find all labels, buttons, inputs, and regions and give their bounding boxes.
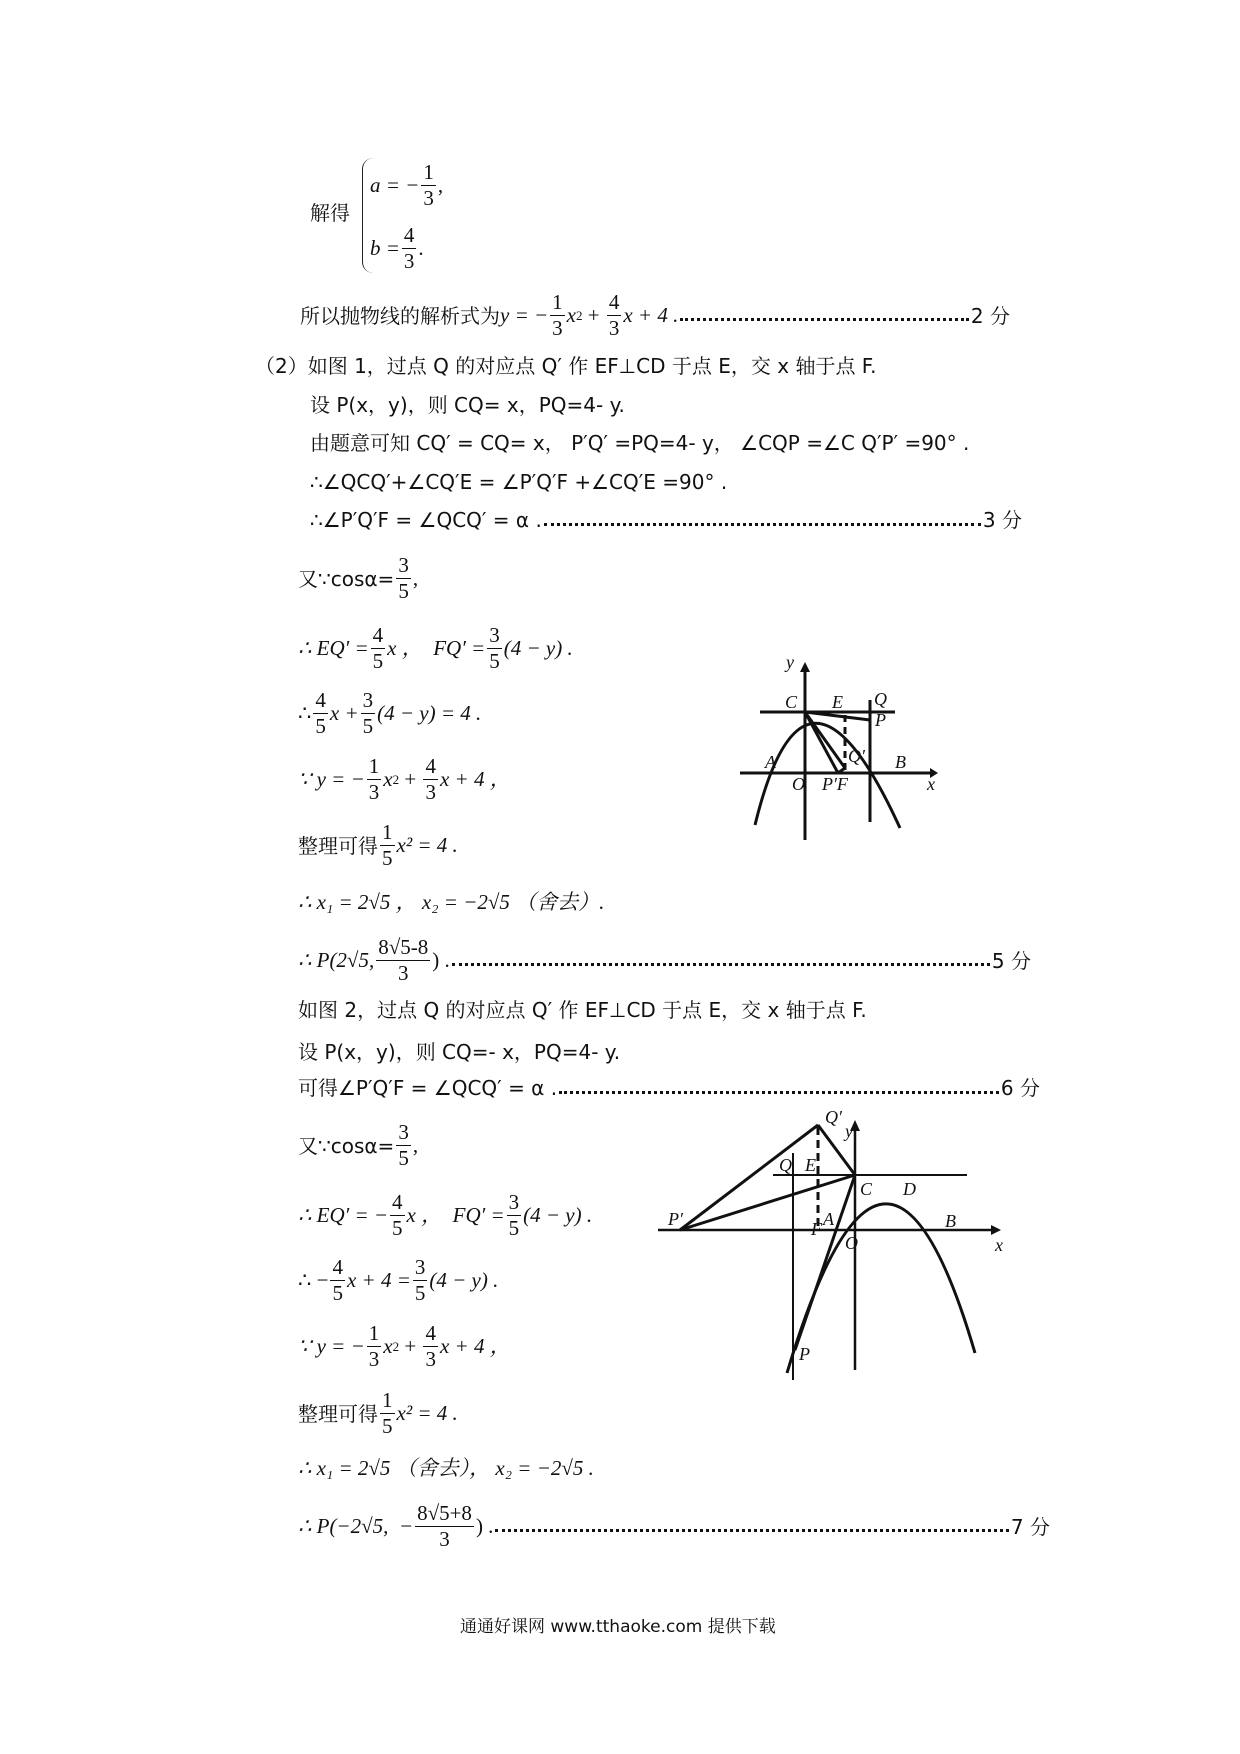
p-fraction xyxy=(376,937,430,984)
parab-prefix: ∵ y = − xyxy=(298,767,365,791)
parab-d1: 3 xyxy=(368,1347,380,1371)
cos-den: 5 xyxy=(398,579,409,603)
sum-frac2 xyxy=(413,1257,428,1304)
fq-fraction xyxy=(487,625,502,672)
eq-num: 4 xyxy=(392,1190,403,1214)
label-y: y xyxy=(845,1121,853,1141)
footer-text: 通通好课网 www.tthaoke.com 提供下载 xyxy=(460,1617,776,1637)
score-5: 5 分 xyxy=(991,948,1031,973)
eq-fraction xyxy=(390,1192,405,1239)
label-a: A xyxy=(823,1209,834,1229)
parab-x: x xyxy=(383,1334,393,1358)
roots-text: ∴ x₁ = 2√5 （舍去）， x₂ = −2√5 . xyxy=(298,1456,594,1480)
fq-num: 3 xyxy=(489,623,500,647)
label-f: F xyxy=(811,1219,822,1239)
fig1-intro-text: （2）如图 1，过点 Q 的对应点 Q′ 作 EF⊥CD 于点 E，交 x 轴于点 F. xyxy=(255,354,877,378)
simp-frac xyxy=(380,1390,395,1437)
fig1-eq-fq xyxy=(298,625,573,672)
fig2-set-p-text: 设 P(x，y)，则 CQ=- x，PQ=4- y. xyxy=(298,1040,621,1064)
a-solution xyxy=(370,162,443,209)
segment-pc xyxy=(795,1175,855,1350)
parab-frac2 xyxy=(423,1323,438,1370)
fq-den: 5 xyxy=(508,1216,520,1240)
sum-d2: 5 xyxy=(362,714,374,738)
p-num: 8√5-8 xyxy=(378,935,429,959)
fig2-intro xyxy=(298,1000,867,1020)
eq-prefix: ∴ EQ′ = − xyxy=(298,1203,389,1227)
eq-mid: x ， FQ′ = xyxy=(406,1203,505,1227)
sum-prefix: ∴ xyxy=(298,701,312,725)
label-e: E xyxy=(832,692,843,712)
b-den: 3 xyxy=(403,249,415,273)
leader-dots xyxy=(544,523,981,526)
fig2-sum xyxy=(298,1257,498,1304)
square: 2 xyxy=(576,308,583,323)
parabola-conclusion xyxy=(300,292,1010,339)
parab-prefix: ∵ y = − xyxy=(298,1334,365,1358)
sum-prefix: ∴ − xyxy=(298,1268,329,1292)
label-q-prime: Q′ xyxy=(848,746,865,766)
leader-dots xyxy=(452,963,990,966)
parab-frac1 xyxy=(367,1323,382,1370)
label-c: C xyxy=(785,692,798,712)
parab-d1: 3 xyxy=(368,780,380,804)
score-7: 7 分 xyxy=(1010,1514,1050,1539)
parab-n2: 4 xyxy=(425,754,436,778)
simp-num: 1 xyxy=(382,1388,393,1412)
fq-tail: (4 − y) . xyxy=(523,1203,593,1227)
p-fraction xyxy=(415,1503,474,1550)
label-p-prime: P′ xyxy=(668,1209,683,1229)
fig2-set-p xyxy=(298,1042,620,1062)
parab-frac2 xyxy=(423,756,438,803)
coef1-den: 3 xyxy=(552,316,563,340)
cos-fraction xyxy=(396,1122,411,1169)
coef1-num: 1 xyxy=(552,290,563,314)
fq-num: 3 xyxy=(508,1190,520,1214)
fig1-set-p-text: 设 P(x，y)，则 CQ= x，PQ=4- y. xyxy=(310,393,625,417)
label-p: P xyxy=(875,710,886,730)
simp-den: 5 xyxy=(382,1414,393,1438)
solve-label-text: 解得 xyxy=(310,201,350,225)
simp-num: 1 xyxy=(382,820,393,844)
y-axis-arrow xyxy=(800,662,810,672)
label-x: x xyxy=(927,774,935,794)
a-eq: a = − xyxy=(370,173,420,197)
fig2-angle-eq xyxy=(298,1078,1040,1098)
eq-prefix: ∴ EQ′ = xyxy=(298,636,369,660)
b-fraction xyxy=(402,225,417,272)
fig1-cos xyxy=(298,555,418,602)
sum-frac1 xyxy=(313,690,328,737)
parab-sq: 2 xyxy=(392,772,400,787)
fig2-eq-fq xyxy=(298,1192,592,1239)
coef2-den: 3 xyxy=(608,316,620,340)
simplify-prefix: 整理可得 xyxy=(298,833,378,858)
p-tail: ) . xyxy=(432,948,450,972)
parab-tail: x + 4 ， xyxy=(439,1334,511,1358)
fig2-angle-eq-text: 可得∠P′Q′F = ∠QCQ′ = α . xyxy=(298,1076,558,1100)
segment-p-prime-q-prime xyxy=(680,1125,818,1230)
figure-2 xyxy=(655,1105,1005,1390)
x-var: x xyxy=(566,303,576,327)
roots-text: ∴ x₁ = 2√5 ， x₂ = −2√5 （舍去）. xyxy=(298,890,605,914)
label-b: B xyxy=(895,752,906,772)
fig1-known-text: 由题意可知 CQ′ = CQ= x， P′Q′ =PQ=4- y， ∠CQP =∠C Q′P′ =90° . xyxy=(310,431,970,455)
fig1-set-p xyxy=(310,395,625,415)
cos-den: 5 xyxy=(398,1146,409,1170)
cos-fraction xyxy=(396,555,411,602)
plus: + xyxy=(582,303,605,327)
sum-d1: 5 xyxy=(332,1281,343,1305)
tail: x + 4 . xyxy=(623,303,679,327)
fig1-angle-sum-text: ∴∠QCQ′+∠CQ′E = ∠P′Q′F +∠CQ′E =90° . xyxy=(310,470,728,494)
parab-d2: 3 xyxy=(425,780,436,804)
a-num: 1 xyxy=(423,160,434,184)
a-den: 3 xyxy=(423,186,434,210)
coef1 xyxy=(550,292,565,339)
parab-frac1 xyxy=(367,756,382,803)
b-solution xyxy=(370,225,424,272)
fig1-angle-eq xyxy=(310,510,1022,530)
label-d: D xyxy=(903,1179,916,1199)
a-tail: , xyxy=(437,173,444,197)
label-y: y xyxy=(786,652,794,672)
figure-1 xyxy=(720,650,940,870)
simplify-prefix: 整理可得 xyxy=(298,1401,378,1426)
y-eq: y = − xyxy=(500,303,549,327)
simp-tail: x² = 4 . xyxy=(396,1401,458,1425)
label-q: Q xyxy=(874,689,887,709)
sum-frac2 xyxy=(361,690,376,737)
parab-x: x xyxy=(383,767,393,791)
fig1-angle-eq-text: ∴∠P′Q′F = ∠QCQ′ = α . xyxy=(310,508,542,532)
fq-fraction xyxy=(507,1192,522,1239)
simp-den: 5 xyxy=(382,846,393,870)
parab-plus: + xyxy=(399,767,422,791)
fig2-parabola xyxy=(298,1323,511,1370)
fig1-roots xyxy=(298,892,604,913)
parab-n1: 1 xyxy=(368,754,380,778)
label-e: E xyxy=(805,1155,816,1175)
segment-cp-prime xyxy=(805,712,838,773)
fig1-angle-sum xyxy=(310,472,727,492)
x-axis-arrow xyxy=(991,1225,1001,1235)
footer xyxy=(460,1612,776,1637)
parab-n1: 1 xyxy=(368,1321,380,1345)
fig2-simplify xyxy=(298,1390,458,1437)
cos-prefix: 又∵cosα= xyxy=(298,566,395,591)
score-2: 2 分 xyxy=(970,303,1010,328)
leader-dots xyxy=(680,318,969,321)
parab-plus: + xyxy=(399,1334,422,1358)
b-num: 4 xyxy=(403,223,415,247)
coef2-num: 4 xyxy=(608,290,620,314)
conclusion-prefix: 所以抛物线的解析式为 xyxy=(300,303,500,328)
sum-d1: 5 xyxy=(315,714,326,738)
eq-fraction xyxy=(371,625,386,672)
sum-d2: 5 xyxy=(414,1281,426,1305)
sum-tail: (4 − y) = 4 . xyxy=(377,701,482,725)
parab-sq: 2 xyxy=(392,1339,400,1354)
label-o: O xyxy=(792,774,805,794)
fq-den: 5 xyxy=(489,649,500,673)
p-den: 3 xyxy=(439,1527,450,1551)
cos-tail: , xyxy=(412,1133,419,1157)
fig1-simplify xyxy=(298,822,458,869)
label-p: P xyxy=(799,1344,810,1364)
a-fraction xyxy=(421,162,436,209)
eq-num: 4 xyxy=(372,623,384,647)
fig1-intro xyxy=(255,356,876,376)
cos-prefix: 又∵cosα= xyxy=(298,1133,395,1158)
cos-tail: , xyxy=(412,566,419,590)
p-num: 8√5+8 xyxy=(417,1501,472,1525)
p-den: 3 xyxy=(397,961,409,985)
sum-mid: x + 4 = xyxy=(346,1268,411,1292)
fq-tail: (4 − y) . xyxy=(503,636,573,660)
label-b: B xyxy=(945,1211,956,1231)
fig2-cos xyxy=(298,1122,418,1169)
parab-tail: x + 4 ， xyxy=(439,767,511,791)
label-o: O xyxy=(845,1233,858,1253)
parab-n2: 4 xyxy=(425,1321,436,1345)
fig1-sum xyxy=(298,690,481,737)
score-3: 3 分 xyxy=(982,508,1022,532)
fig1-point-p xyxy=(298,937,1031,984)
sum-n2: 3 xyxy=(414,1255,426,1279)
p-prefix: ∴ P(−2√5, − xyxy=(298,1514,414,1538)
score-6: 6 分 xyxy=(1000,1076,1040,1100)
sum-n1: 4 xyxy=(332,1255,343,1279)
label-q-prime: Q′ xyxy=(825,1107,842,1127)
b-eq: b = xyxy=(370,236,400,260)
label-p-prime-f: P′F xyxy=(822,774,848,794)
simp-tail: x² = 4 . xyxy=(396,833,458,857)
p-prefix: ∴ P(2√5, xyxy=(298,948,375,972)
fig2-intro-text: 如图 2，过点 Q 的对应点 Q′ 作 EF⊥CD 于点 E，交 x 轴于点 F. xyxy=(298,998,867,1022)
cos-num: 3 xyxy=(398,1120,409,1144)
label-q: Q xyxy=(779,1155,792,1175)
eq-den: 5 xyxy=(392,1216,403,1240)
solve-label xyxy=(310,203,350,223)
fig2-roots xyxy=(298,1458,594,1479)
label-x: x xyxy=(995,1235,1003,1255)
eq-mid: x ， FQ′ = xyxy=(387,636,486,660)
sum-mid: x + xyxy=(329,701,359,725)
sum-frac1 xyxy=(330,1257,345,1304)
fig1-known xyxy=(310,433,969,453)
fig1-parabola xyxy=(298,756,511,803)
leader-dots xyxy=(495,1529,1008,1532)
label-a: A xyxy=(765,752,776,772)
sum-n2: 3 xyxy=(362,688,374,712)
p-tail: ) . xyxy=(475,1514,494,1538)
fig2-point-p xyxy=(298,1503,1050,1550)
cos-num: 3 xyxy=(398,553,409,577)
eq-den: 5 xyxy=(372,649,384,673)
label-c: C xyxy=(860,1179,873,1199)
parab-d2: 3 xyxy=(425,1347,436,1371)
simp-frac xyxy=(380,822,395,869)
sum-tail: (4 − y) . xyxy=(429,1268,499,1292)
coef2 xyxy=(607,292,622,339)
b-tail: . xyxy=(418,236,424,260)
sum-n1: 4 xyxy=(315,688,326,712)
leader-dots xyxy=(559,1091,999,1094)
